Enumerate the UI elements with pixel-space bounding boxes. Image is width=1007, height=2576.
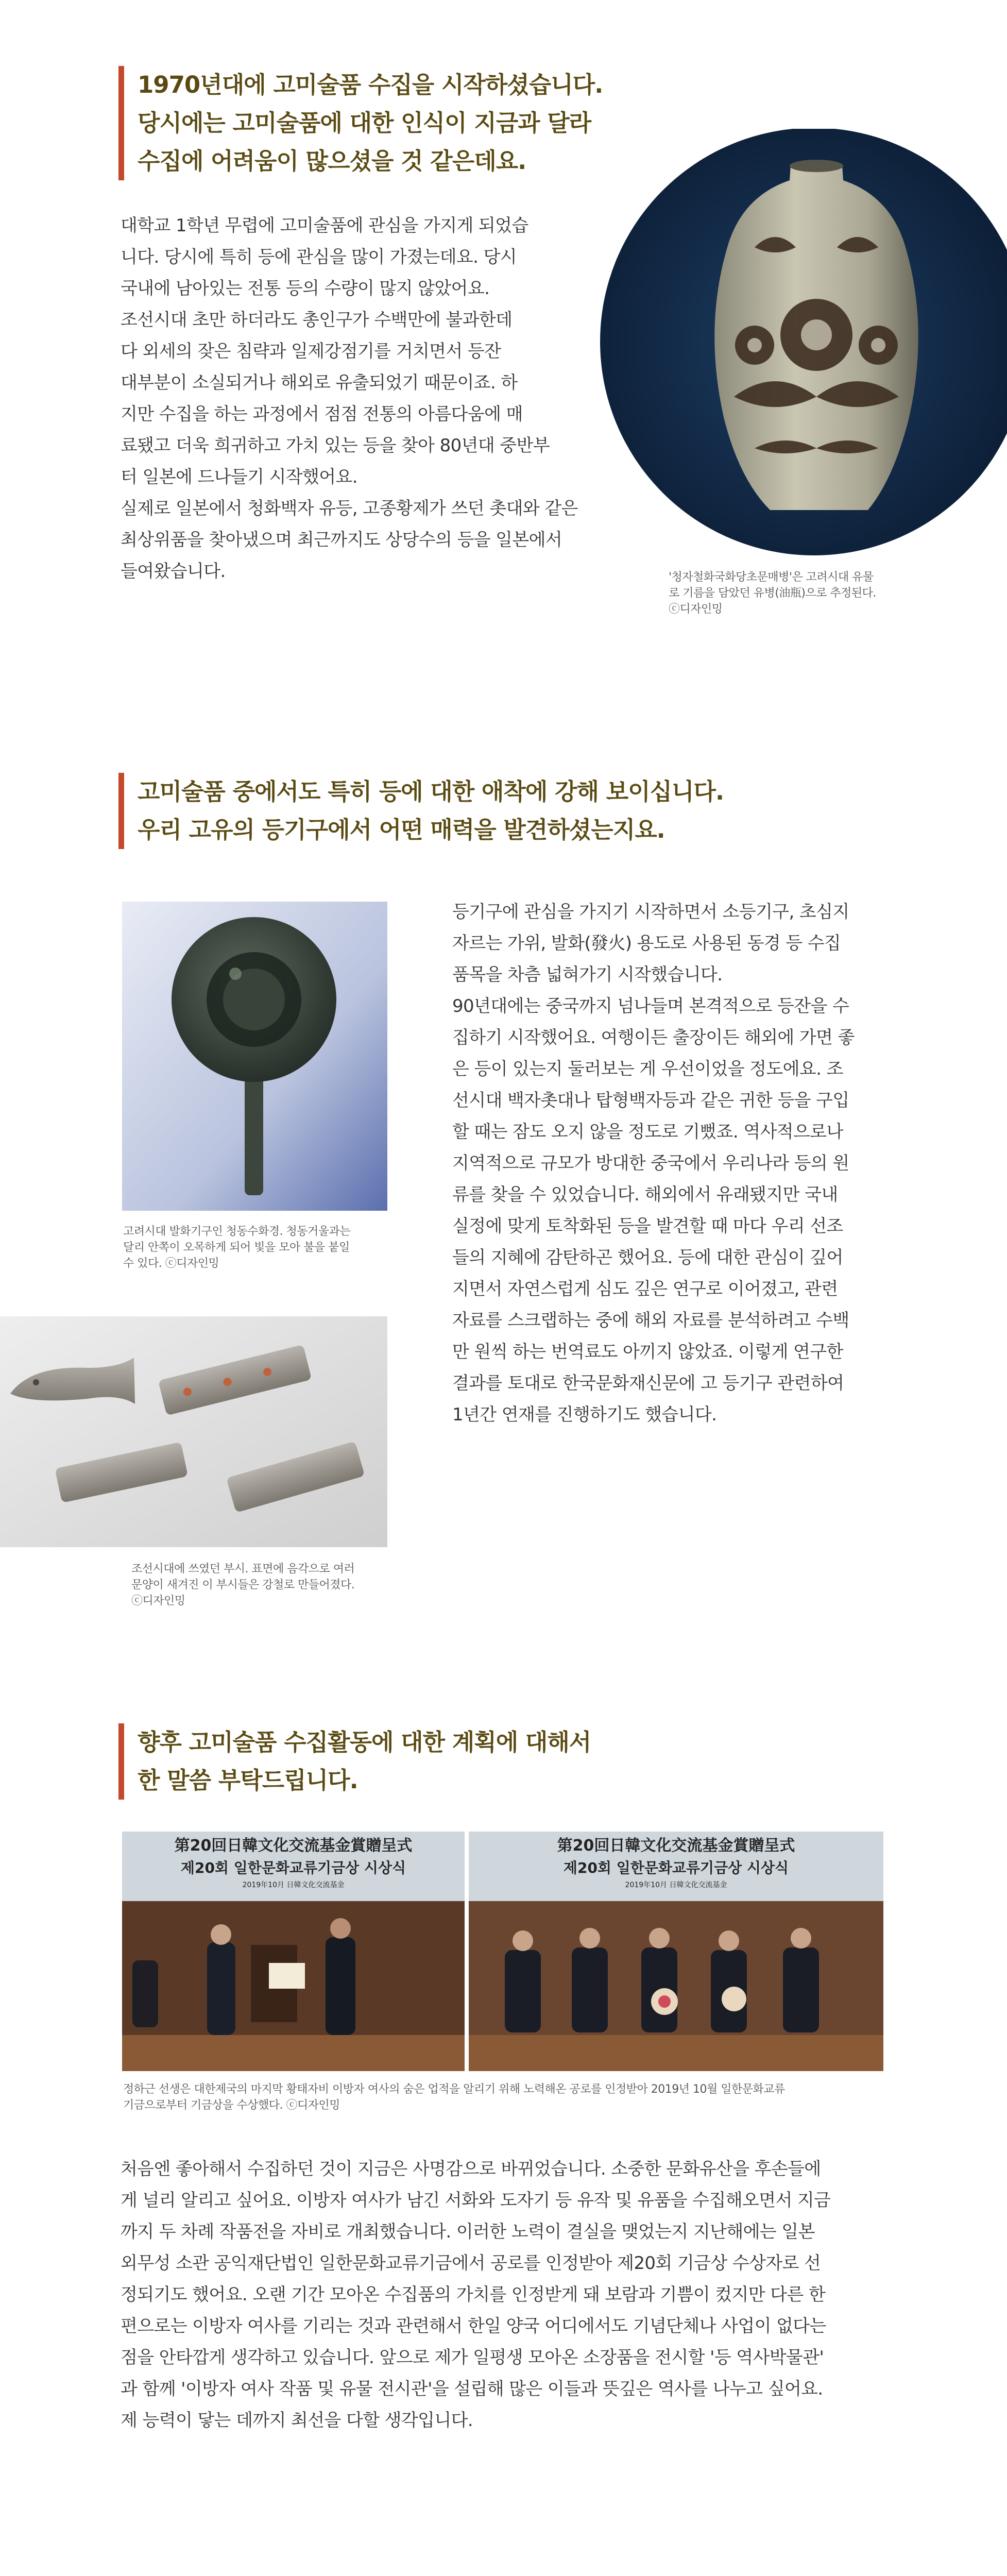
busi-photo: [0, 1316, 387, 1547]
body-line: 류를 찾을 수 있었습니다. 해외에서 유래됐지만 국내: [452, 1184, 838, 1205]
body-line: 다 외세의 잦은 침략과 일제강점기를 거치면서 등잔: [121, 341, 501, 362]
caption-line: 기금으로부터 기금상을 수상했다. ⓒ디자인밍: [123, 2099, 340, 2112]
heading-line: 우리 고유의 등기구에서 어떤 매력을 발견하셨는지요.: [138, 816, 665, 843]
section-3-body: [121, 2154, 830, 2436]
body-line: 편으로는 이방자 여사를 기리는 것과 관련해서 한일 양국 어디에서도 기념단체나 사업이 없다는: [121, 2316, 826, 2336]
body-line: 정되기도 했어요. 오랜 기간 모아온 수집품의 가치를 인정받게 돼 보람과 기쁨이 컸지만 다른 한: [121, 2284, 826, 2305]
body-line: 90년대에는 중국까지 넘나들며 본격적으로 등잔을 수: [452, 996, 849, 1016]
body-line: 최상위품을 찾아냈으며 최근까지도 상당수의 등을 일본에서: [121, 530, 562, 550]
vase-photo: [600, 129, 1007, 556]
body-line: 대부분이 소실되거나 해외로 유출되었기 때문이죠. 하: [121, 372, 518, 393]
heading-line: 향후 고미술품 수집활동에 대한 계획에 대해서: [138, 1728, 591, 1756]
body-line: 만 원씩 하는 번역료도 아끼지 않았죠. 이렇게 연구한: [452, 1342, 843, 1362]
caption-line: '청자철화국화당초문매병'은 고려시대 유물: [669, 571, 874, 584]
body-line: 터 일본에 드나들기 시작했어요.: [121, 467, 358, 487]
body-line: 료됐고 더욱 희귀하고 가치 있는 등을 찾아 80년대 중반부: [121, 435, 550, 456]
body-line: 실정에 맞게 토착화된 등을 발견할 때 마다 우리 선조: [452, 1216, 843, 1236]
body-line: 과 함께 '이방자 여사 작품 및 유물 전시관'을 설립해 많은 이들과 뜻깊은 역사를 나누고 싶어요.: [121, 2379, 823, 2399]
body-line: 등기구에 관심을 가지기 시작하면서 소등기구, 초심지: [452, 902, 849, 922]
busi-caption: [131, 1561, 354, 1609]
caption-line: 수 있다. ⓒ디자인밍: [123, 1257, 219, 1270]
heading-line: 고미술품 중에서도 특히 등에 대한 애착에 강해 보이십니다.: [138, 778, 724, 805]
body-line: 자료를 스크랩하는 중에 해외 자료를 분석하려고 수백: [452, 1310, 849, 1331]
banner-line: 2019年10月 日韓文化交流基金: [625, 1881, 727, 1889]
caption-line: 정하근 선생은 대한제국의 마지막 황태자비 이방자 여사의 숨은 업적을 알리기 위해 노력해온 공로를 인정받아 2019년 10월 일한문화교류: [123, 2083, 785, 2096]
body-line: 은 등이 있는지 둘러보는 게 우선이었을 정도에요. 조: [452, 1059, 843, 1079]
banner-line: 2019年10月 日韓文化交流基金: [242, 1881, 345, 1889]
banner-line: 제20회 일한문화교류기금상 시상식: [563, 1859, 789, 1876]
heading-line: 수집에 어려움이 많으셨을 것 같은데요.: [138, 147, 526, 175]
caption-line: 문양이 새겨진 이 부시들은 강철로 만들어졌다.: [131, 1579, 355, 1591]
body-line: 제 능력이 닿는 데까지 최선을 다할 생각입니다.: [121, 2410, 473, 2431]
caption-line: 달리 안쪽이 오목하게 되어 빛을 모아 불을 붙일: [123, 1241, 350, 1254]
heading-line: 당시에는 고미술품에 대한 인식이 지금과 달라: [138, 109, 591, 137]
body-line: 선시대 백자촛대나 탑형백자등과 같은 귀한 등을 구입: [452, 1090, 849, 1111]
vase-caption: [669, 569, 876, 617]
banner-text: [122, 1835, 465, 1891]
body-line: 지면서 자연스럽게 심도 깊은 연구로 이어졌고, 관련: [452, 1279, 838, 1299]
ceremony-photo-left: [122, 1832, 465, 2071]
section-2-body: [452, 896, 855, 1431]
body-line: 집하기 시작했어요. 여행이든 출장이든 해외에 가면 좋: [452, 1027, 855, 1048]
mirror-caption: [123, 1224, 350, 1272]
body-line: 까지 두 차례 작품전을 자비로 개최했습니다. 이러한 노력이 결실을 맺었는지 지난해에는 일본: [121, 2222, 815, 2242]
body-line: 실제로 일본에서 청화백자 유등, 고종황제가 쓰던 촛대와 같은: [121, 498, 578, 519]
banner-line: 제20회 일한문화교류기금상 시상식: [180, 1859, 406, 1876]
heading-line: 한 말씀 부탁드립니다.: [138, 1767, 358, 1794]
section-1-heading: [118, 66, 603, 180]
caption-line: 로 기름을 담았던 유병(油瓶)으로 추정된다.: [669, 587, 876, 600]
body-line: 지만 수집을 하는 과정에서 점점 전통의 아름다움에 매: [121, 404, 523, 425]
body-line: 처음엔 좋아해서 수집하던 것이 지금은 사명감으로 바뀌었습니다. 소중한 문화유산을 후손들에: [121, 2159, 821, 2179]
section-3-heading: [118, 1723, 591, 1800]
body-line: 니다. 당시에 특히 등에 관심을 많이 가졌는데요. 당시: [121, 247, 517, 267]
body-line: 품목을 차츰 넓혀가기 시작했습니다.: [452, 964, 723, 985]
body-line: 결과를 토대로 한국문화재신문에 고 등기구 관련하여: [452, 1373, 844, 1394]
body-line: 게 널리 알리고 싶어요. 이방자 여사가 남긴 서화와 도자기 등 유작 및 유품을 수집해오면서 지금: [121, 2190, 831, 2211]
section-1-body: [121, 210, 578, 587]
banner-text: [469, 1835, 883, 1891]
body-line: 들의 지혜에 감탄하곤 했어요. 등에 대한 관심이 깊어: [452, 1247, 843, 1268]
body-line: 대학교 1학년 무렵에 고미술품에 관심을 가지게 되었습: [121, 215, 528, 236]
caption-line: ⓒ디자인밍: [131, 1595, 185, 1607]
caption-line: 고려시대 발화기구인 청동수화경. 청동거울과는: [123, 1225, 351, 1238]
body-line: 할 때는 잠도 오지 않을 정도로 기뻤죠. 역사적으로나: [452, 1122, 843, 1142]
body-line: 1년간 연재를 진행하기도 했습니다.: [452, 1404, 717, 1425]
body-line: 국내에 남아있는 전통 등의 수량이 많지 않았어요.: [121, 278, 490, 299]
body-line: 자르는 가위, 발화(發火) 용도로 사용된 동경 등 수집: [452, 933, 841, 954]
ceremony-photo-right: [469, 1832, 883, 2071]
caption-line: 조선시대에 쓰였던 부시. 표면에 음각으로 여러: [131, 1563, 355, 1575]
heading-line: 1970년대에 고미술품 수집을 시작하셨습니다.: [138, 71, 603, 98]
section-2-heading: [118, 773, 724, 849]
body-line: 지역적으로 규모가 방대한 중국에서 우리나라 등의 원: [452, 1153, 849, 1174]
ceremony-caption: [123, 2081, 785, 2113]
body-line: 조선시대 초만 하더라도 총인구가 수백만에 불과한데: [121, 310, 513, 330]
banner-line: 第20回日韓文化交流基金賞贈呈式: [174, 1837, 413, 1855]
body-line: 외무성 소관 공익재단법인 일한문화교류기금에서 공로를 인정받아 제20회 기금상 수상자로 선: [121, 2253, 821, 2274]
body-line: 점을 안타깝게 생각하고 있습니다. 앞으로 제가 일평생 모아온 소장품을 전시할 '등 역사박물관': [121, 2347, 824, 2368]
caption-line: ⓒ디자인밍: [669, 603, 723, 616]
bronze-mirror-photo: [122, 902, 387, 1211]
banner-line: 第20回日韓文化交流基金賞贈呈式: [557, 1837, 795, 1855]
body-line: 들여왔습니다.: [121, 561, 226, 582]
